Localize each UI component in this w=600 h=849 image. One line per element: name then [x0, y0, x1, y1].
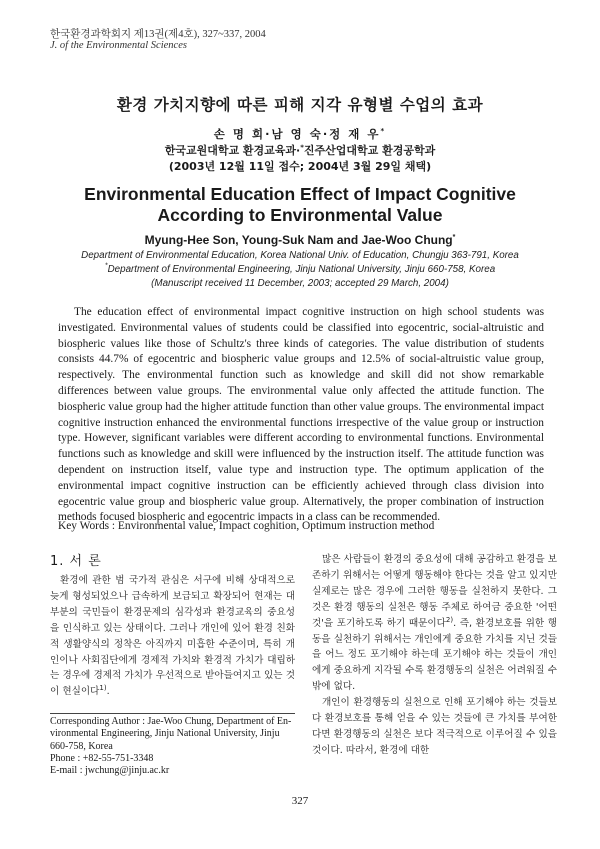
- keywords: Key Words : Environmental value, Impact cognition, Optimum instruction method: [58, 520, 435, 532]
- right-paragraph-2: 개인이 환경행동의 실천으로 인해 포기해야 하는 것들보다 환경보호를 통해 얻을 수 있는 것들에 큰 가치를 부여한다면 환경행동의 실천은 보다 적극적으로 이루어질 수 있을 것이다. 따라서, 환경에 대한: [312, 697, 557, 756]
- footnote-email: E-mail : jwchung@jinju.ac.kr: [50, 765, 170, 777]
- right-column: [312, 552, 557, 759]
- journal-header-korean: 한국환경과학회지 제13권(제4호), 327~337, 2004: [50, 29, 266, 40]
- english-title-line1: Environmental Education Effect of Impact Cognitive: [84, 184, 516, 204]
- english-authors: Myung-Hee Son, Young-Suk Nam and Jae-Woo Chung*: [144, 233, 456, 247]
- abstract-text: The education effect of environmental impact cognitive instruction on high school students was investigated. Environmental values of students could be classified into egocentric, social-altruistic and biospheric values like those of Schultz's three kinds of categories. The value distribution of students consists 44.7% of egocentric and biospheric value groups and 12.5% of social-altruistic value group, respectively. The environmental function such as knowledge and skill did not show remarkable differences between value groups. The environmental value only affected the attitude function. The biospheric value group had the higher attitude function than other value groups. The environmental impact cognitive instruction enhanced the environmental functions irrespective of the value group or instruction type. However, significant variables were different according to environmental functions. Environmental functions such as knowledge and skill were influenced by the instruction itself. The attitude function was dependent on instruction itself, value type and instruction type. The optimum application of the environmental impact cognitive instruction can be efficiently achieved through class division into egocentric value group and biospheric value group. Alternatively, the proper combination of instruction methods focused biospheric and egocentric impacts in a class can be recommended.: [58, 306, 544, 524]
- english-received-date: (Manuscript received 11 December, 2003; accepted 29 March, 2004): [151, 278, 449, 289]
- korean-affiliation: 한국교원대학교 환경교육과·*진주산업대학교 환경공학과: [164, 143, 436, 157]
- abstract: [58, 305, 544, 526]
- footnote-line: vironmental Engineering, Jinju National University, Jinju: [50, 728, 280, 740]
- english-affiliation-2: *Department of Environmental Engineering, Jinju National University, Jinju 660-758, Korea: [104, 262, 496, 275]
- left-column: [50, 550, 295, 700]
- english-affiliation-1: Department of Environmental Education, Korea National Univ. of Education, Chungju 363-791, Korea: [81, 250, 519, 261]
- journal-header-english: J. of the Environmental Sciences: [50, 40, 187, 51]
- footnote-line: Corresponding Author : Jae-Woo Chung, Department of En-: [50, 716, 292, 727]
- right-paragraph-1: 많은 사람들이 환경의 중요성에 대해 공감하고 환경을 보존하기 위해서는 어떻게 행동해야 한다는 것을 알고 있지만 실제로는 많은 경우에 그러한 행동을 실천하지 못한다. 그것은 환경 행동의 실천은 행동 주체로 하여금 중요한 '어떤 것'을 포기하도록 하기 때문이다$^{2)}$. 즉, 환경보호를 위한 행동을 실천하기 위해서는 개인에게 중요한 가치를 지닌 것들을 어느 정도 포기해야 하는데 포기해야 하는 것들이 개인에게 중요하게 지각될 수록 환경행동의 실천은 어려워질 수밖에 없다.: [312, 554, 557, 693]
- page-number: 327: [291, 795, 309, 807]
- footnote-phone: Phone : +82-55-751-3348: [50, 752, 154, 764]
- korean-received-date: (2003년 12월 11일 접수; 2004년 3월 29일 채택): [168, 160, 432, 173]
- korean-authors: 손 명 희·남 영 숙·정 재 우*: [213, 127, 387, 141]
- english-title-line2: According to Environmental Value: [157, 205, 443, 225]
- section-heading-introduction: 1. 서 론: [50, 554, 102, 569]
- korean-title: 환경 가치지향에 따른 피해 지각 유형별 수업의 효과: [116, 96, 484, 114]
- footnote-divider: [50, 713, 295, 714]
- footnote-line: 660-758, Korea: [50, 740, 113, 752]
- corresponding-author-footnote: [50, 716, 295, 777]
- introduction-paragraph-1: 환경에 관한 범 국가적 관심은 서구에 비해 상대적으로 늦게 형성되었으나 급속하게 보급되고 확장되어 현재는 대부분의 국민들이 환경문제의 심각성과 환경교육의 중요성을 인식하고 있는 상태이다. 그러나 개인에 있어 환경 친화적 생활양식의 정착은 아직까지 미흡한 수준이며, 특히 개인이나 사회집단에게 경제적 가치와 환경적 가치가 대립하는 경우에 경제적 가치가 우선적으로 받아들여지고 있는 것이 현실이다$^{1)}$.: [50, 575, 295, 698]
